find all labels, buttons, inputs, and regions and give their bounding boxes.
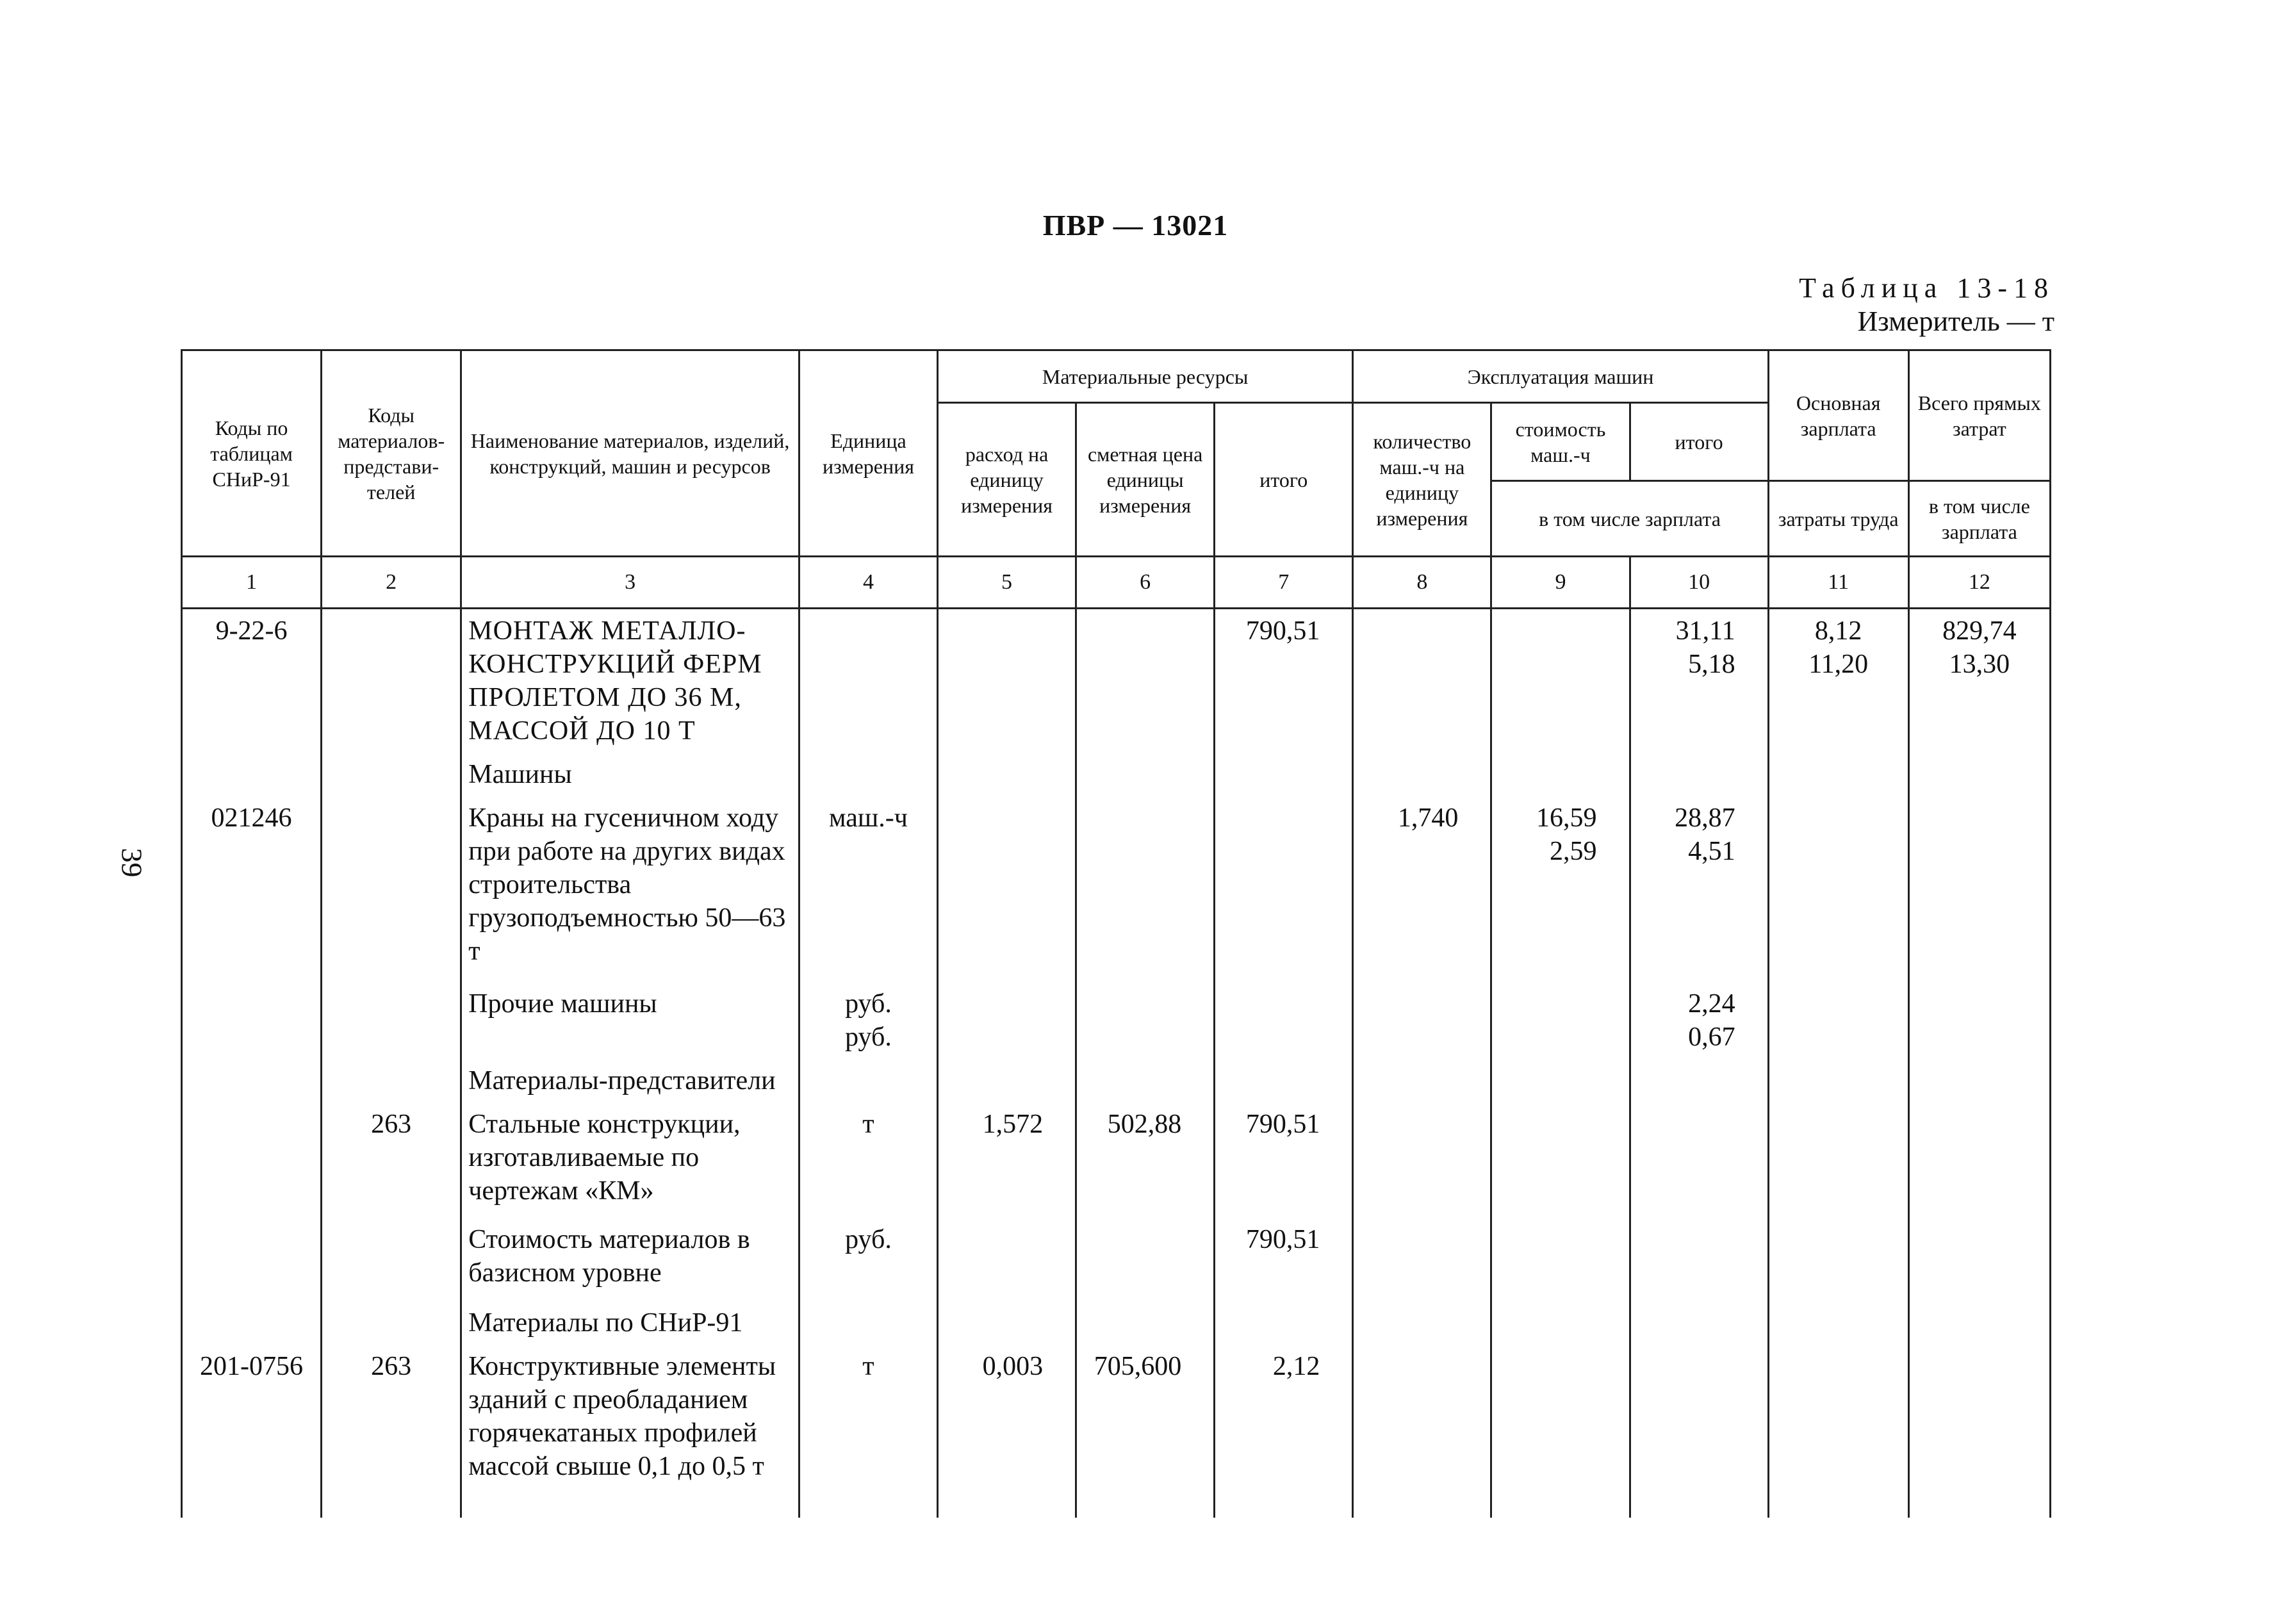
value-cost: 16,59 (1536, 803, 1597, 833)
col-number: 11 (1768, 557, 1908, 609)
cell-unit: руб. (799, 1218, 937, 1301)
cell-consumption: 1,572 (938, 1103, 1076, 1218)
cell-code: 201-0756 (182, 1345, 322, 1518)
header-machines-total: итого (1630, 403, 1768, 481)
cell-code: 021246 (182, 796, 322, 982)
cell-unit: т (799, 1345, 937, 1518)
value-total: 2,24 (1688, 989, 1735, 1019)
cell-materials-total: 790,51 (1215, 609, 1353, 753)
cell-unit (799, 982, 937, 1059)
value-total: 28,87 (1675, 803, 1735, 833)
value-salary: 8,12 (1814, 616, 1862, 646)
col-number: 3 (461, 557, 799, 609)
value-unit: руб. (845, 989, 892, 1019)
header-consumption: расход на единицу измерения (938, 403, 1076, 557)
cell-name: Стоимость материалов в базисном уровне (461, 1218, 799, 1301)
col-number: 10 (1630, 557, 1768, 609)
table-number: Таблица 13-18 (1799, 272, 2054, 304)
cell-materials-total: 2,12 (1215, 1345, 1353, 1518)
cell-name: Краны на гусеничном ходу при работе на других видах строительства грузоподъемностью 50—63 т (461, 796, 799, 982)
header-machine-hours: количество маш.-ч на единицу измерения (1353, 403, 1491, 557)
cell-material-code (322, 609, 461, 753)
header-group-machines: Эксплуатация машин (1353, 350, 1768, 403)
col-number: 1 (182, 557, 322, 609)
cell-total-direct (1908, 609, 2050, 753)
table-row (182, 1218, 2051, 1301)
cell-material-code: 263 (322, 1345, 461, 1518)
cell-machine-cost (1491, 796, 1630, 982)
cell-name: МОНТАЖ МЕТАЛЛО-КОНСТРУКЦИЙ ФЕРМ ПРОЛЕТОМ ДО 36 М, МАССОЙ ДО 10 Т (461, 609, 799, 753)
value-unit: руб. (845, 1022, 892, 1052)
section-heading: Материалы-представители (461, 1059, 799, 1103)
table-row (182, 1103, 2051, 1218)
header-incl-salary: в том числе зарплата (1491, 481, 1768, 557)
header-labor-costs: затраты труда (1768, 481, 1908, 557)
cell-name: Стальные конструкции, изготавливаемые по чертежам «КМ» (461, 1103, 799, 1218)
cell-machine-cost (1491, 609, 1630, 753)
header-incl-salary-total: в том числе зарплата (1908, 481, 2050, 557)
cell-machine-hours (1353, 609, 1491, 753)
section-heading: Машины (461, 753, 799, 796)
cell-material-code: 263 (322, 1103, 461, 1218)
table-row (182, 1345, 2051, 1518)
cell-unit: маш.-ч (799, 796, 937, 982)
header-name: Наименование материалов, изделий, конструкций, машин и ресурсов (461, 350, 799, 557)
header-machine-cost: стоимость маш.-ч (1491, 403, 1630, 481)
cell-name: Конструктивные элементы зданий с преобладанием горячекатаных профилей массой свыше 0,1 до 0,5 т (461, 1345, 799, 1518)
header-codes-snir: Коды по таблицам СНиР-91 (182, 350, 322, 557)
value-salary: 0,67 (1688, 1022, 1735, 1052)
value-total: 31,11 (1675, 616, 1735, 646)
cost-table (181, 349, 2051, 1518)
table-row (182, 1059, 2051, 1103)
header-total-direct: Всего прямых затрат (1908, 350, 2050, 481)
col-number: 7 (1215, 557, 1353, 609)
cell-materials-total: 790,51 (1215, 1103, 1353, 1218)
value-salary: 5,18 (1688, 650, 1735, 679)
col-number: 5 (938, 557, 1076, 609)
value-labor: 11,20 (1808, 650, 1869, 679)
document-title: ПВР — 13021 (1042, 209, 1229, 242)
table-row (182, 753, 2051, 796)
cell-code: 9-22-6 (182, 609, 322, 753)
table-header (182, 350, 2051, 609)
table-body (182, 609, 2051, 1518)
header-unit-price: сметная цена единицы измерения (1076, 403, 1215, 557)
header-base-salary: Основная зарплата (1768, 350, 1908, 481)
cell-price: 502,88 (1076, 1103, 1215, 1218)
table-row (182, 982, 2051, 1059)
measure-unit: Измеритель — т (1857, 306, 2054, 337)
cell-machines-total (1630, 796, 1768, 982)
column-numbers-row (182, 557, 2051, 609)
header-group-materials: Материальные ресурсы (938, 350, 1353, 403)
cell-consumption: 0,003 (938, 1345, 1076, 1518)
cell-consumption (938, 609, 1076, 753)
cell-price: 705,600 (1076, 1345, 1215, 1518)
table-row (182, 796, 2051, 982)
cell-unit (799, 609, 937, 753)
header-unit: Единица измерения (799, 350, 937, 557)
cell-machines-total (1630, 609, 1768, 753)
cell-name: Прочие машины (461, 982, 799, 1059)
table-caption-block (1799, 272, 2054, 338)
col-number: 9 (1491, 557, 1630, 609)
header-codes-materials: Коды материалов-представи-телей (322, 350, 461, 557)
col-number: 6 (1076, 557, 1215, 609)
cell-machine-hours: 1,740 (1353, 796, 1491, 982)
cell-machines-total (1630, 982, 1768, 1059)
col-number: 8 (1353, 557, 1491, 609)
cell-base-salary (1768, 609, 1908, 753)
value-salary: 13,30 (1949, 650, 2010, 679)
cell-price (1076, 609, 1215, 753)
cell-unit: т (799, 1103, 937, 1218)
col-number: 12 (1908, 557, 2050, 609)
cell-materials-total: 790,51 (1215, 1218, 1353, 1301)
col-number: 4 (799, 557, 937, 609)
header-materials-total: итого (1215, 403, 1353, 557)
value-total: 829,74 (1942, 616, 2017, 646)
section-heading: Материалы по СНиР-91 (461, 1301, 799, 1345)
value-salary: 2,59 (1550, 837, 1597, 866)
value-salary: 4,51 (1688, 837, 1735, 866)
table-row (182, 1301, 2051, 1345)
page-number: 39 (115, 848, 149, 878)
table-row (182, 609, 2051, 753)
col-number: 2 (322, 557, 461, 609)
